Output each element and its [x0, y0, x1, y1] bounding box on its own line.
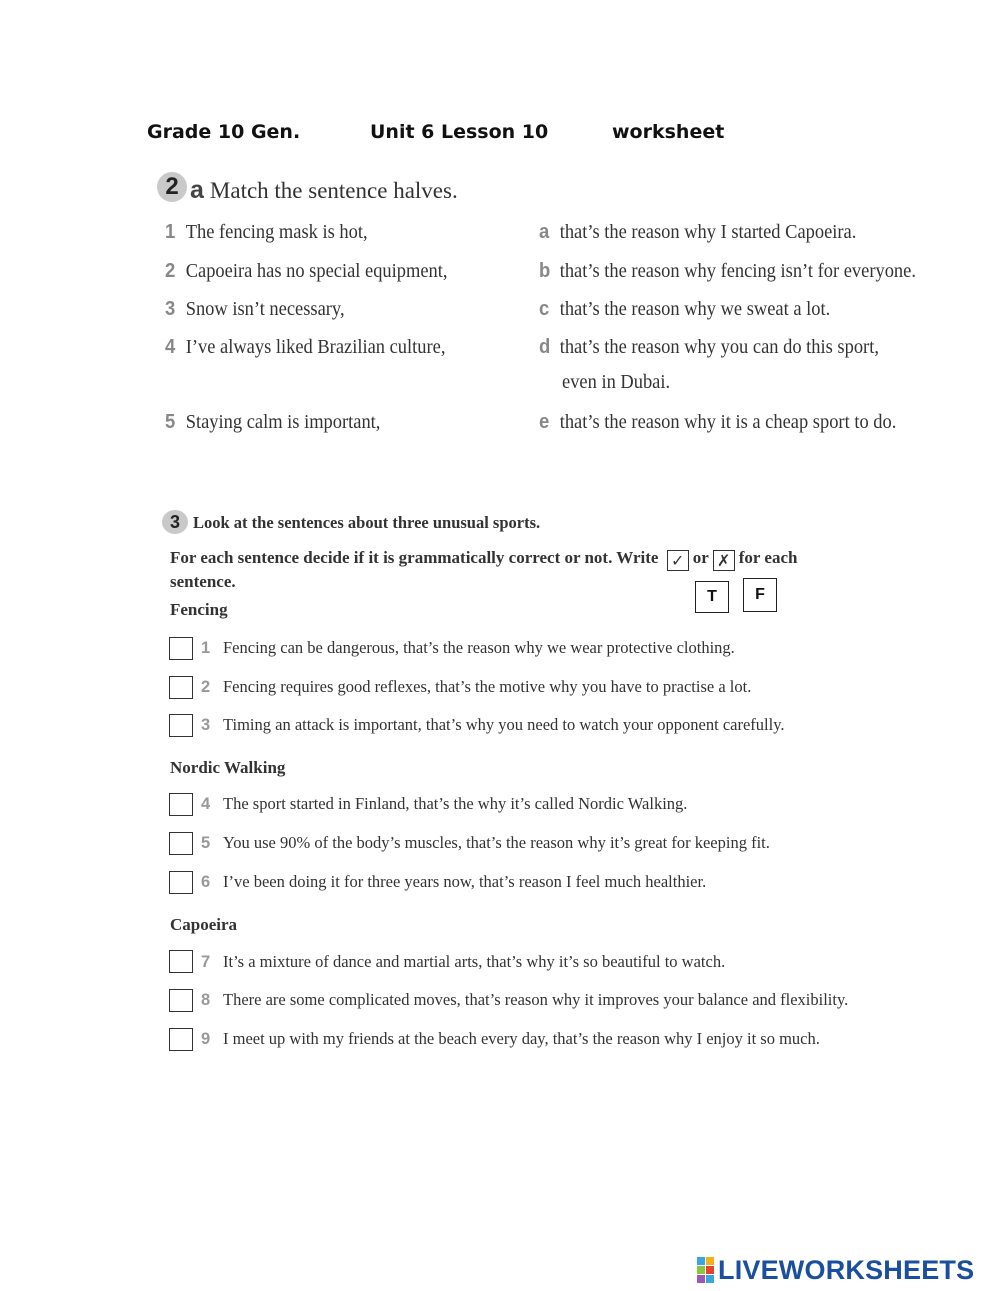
exercise-3-title: Look at the sentences about three unusual sports. [193, 513, 541, 532]
sentence-9 [201, 1029, 820, 1049]
instruction-sentence: sentence. [170, 572, 236, 591]
true-option-button[interactable]: T [695, 581, 729, 613]
match-left-num: 5 [165, 410, 176, 433]
match-left-text: The fencing mask is hot, [185, 221, 368, 243]
answer-box-3[interactable] [169, 714, 193, 737]
match-left-text: Capoeira has no special equipment, [185, 260, 448, 282]
exercise-3-instruction [170, 546, 797, 571]
sentence-number: 5 [201, 834, 211, 852]
sentence-3 [201, 715, 785, 735]
answer-box-8[interactable] [169, 989, 193, 1012]
match-right-text: that’s the reason why you can do this sport, [559, 336, 879, 358]
match-left-num: 1 [165, 220, 176, 243]
exercise-2-title [190, 176, 458, 205]
match-left-1 [165, 220, 368, 244]
sentence-number: 9 [201, 1030, 211, 1048]
match-right-d [539, 335, 879, 359]
answer-box-9[interactable] [169, 1028, 193, 1051]
match-right-text: that’s the reason why we sweat a lot. [559, 298, 831, 320]
header-type: worksheet [612, 121, 725, 143]
match-right-text: that’s the reason why fencing isn’t for everyone. [559, 260, 916, 282]
header-grade: Grade 10 Gen. [147, 121, 301, 143]
cross-mark-icon: ✗ [713, 550, 735, 571]
category-capoeira: Capoeira [170, 915, 238, 934]
match-left-4 [165, 335, 445, 359]
answer-box-4[interactable] [169, 793, 193, 816]
exercise-2-number: 2 [157, 172, 187, 202]
sentence-number: 1 [201, 639, 211, 657]
match-right-letter: d [539, 335, 551, 358]
sentence-5 [201, 833, 770, 853]
instruction-text: For each sentence decide if it is grammatically correct or not. Write [170, 548, 659, 567]
sentence-text: You use 90% of the body’s muscles, that’s the reason why it’s great for keeping fit. [223, 833, 770, 852]
answer-box-6[interactable] [169, 871, 193, 894]
liveworksheets-logo-icon [697, 1257, 714, 1283]
false-option-button[interactable]: F [743, 578, 777, 612]
sentence-text: The sport started in Finland, that’s the why it’s called Nordic Walking. [223, 794, 688, 813]
sentence-number: 4 [201, 795, 211, 813]
instruction-or: or [692, 548, 709, 567]
instruction-for-each: for each [738, 548, 798, 567]
check-mark-icon: ✓ [667, 550, 689, 571]
sentence-number: 8 [201, 991, 211, 1009]
match-left-text: Staying calm is important, [185, 411, 381, 433]
sentence-text: Fencing can be dangerous, that’s the reason why we wear protective clothing. [223, 638, 735, 657]
category-fencing: Fencing [170, 600, 228, 619]
answer-box-1[interactable] [169, 637, 193, 660]
liveworksheets-logo [697, 1254, 974, 1286]
match-left-5 [165, 410, 380, 434]
match-right-text: that’s the reason why I started Capoeira. [559, 221, 857, 243]
match-right-a [539, 220, 856, 244]
sentence-number: 3 [201, 716, 211, 734]
sentence-number: 6 [201, 873, 211, 891]
match-right-letter: c [539, 297, 550, 320]
match-right-letter: a [539, 220, 550, 243]
category-nordic-walking: Nordic Walking [170, 758, 286, 777]
liveworksheets-brand-text: LIVEWORKSHEETS [718, 1254, 975, 1285]
sentence-6 [201, 872, 706, 892]
match-left-text: I’ve always liked Brazilian culture, [185, 336, 446, 358]
match-right-c [539, 297, 830, 321]
sentence-2 [201, 677, 751, 697]
match-right-d-continued: even in Dubai. [562, 371, 671, 393]
exercise-3-number: 3 [162, 510, 188, 534]
sentence-number: 7 [201, 953, 211, 971]
exercise-2-title-text: Match the sentence halves. [209, 178, 458, 203]
match-right-text: that’s the reason why it is a cheap sport to do. [559, 411, 897, 433]
match-left-3 [165, 297, 345, 321]
match-left-num: 2 [165, 259, 176, 282]
sentence-4 [201, 794, 687, 814]
exercise-2-letter: a [190, 176, 204, 204]
sentence-text: Timing an attack is important, that’s why you need to watch your opponent carefully. [223, 715, 785, 734]
sentence-text: I’ve been doing it for three years now, that’s reason I feel much healthier. [223, 872, 707, 891]
match-right-b [539, 259, 916, 283]
sentence-7 [201, 952, 725, 972]
sentence-text: It’s a mixture of dance and martial arts, that’s why it’s so beautiful to watch. [223, 952, 726, 971]
answer-box-5[interactable] [169, 832, 193, 855]
sentence-text: There are some complicated moves, that’s reason why it improves your balance and flexibility. [223, 990, 849, 1009]
sentence-text: Fencing requires good reflexes, that’s the motive why you have to practise a lot. [223, 677, 752, 696]
header-unit: Unit 6 Lesson 10 [370, 121, 549, 143]
match-right-e [539, 410, 896, 434]
answer-box-2[interactable] [169, 676, 193, 699]
match-left-text: Snow isn’t necessary, [185, 298, 345, 320]
match-right-letter: b [539, 259, 551, 282]
sentence-number: 2 [201, 678, 211, 696]
match-left-num: 4 [165, 335, 176, 358]
sentence-1 [201, 638, 735, 658]
sentence-text: I meet up with my friends at the beach every day, that’s the reason why I enjoy it so much. [223, 1029, 820, 1048]
match-left-2 [165, 259, 448, 283]
match-right-letter: e [539, 410, 550, 433]
match-left-num: 3 [165, 297, 176, 320]
sentence-8 [201, 990, 848, 1010]
answer-box-7[interactable] [169, 950, 193, 973]
